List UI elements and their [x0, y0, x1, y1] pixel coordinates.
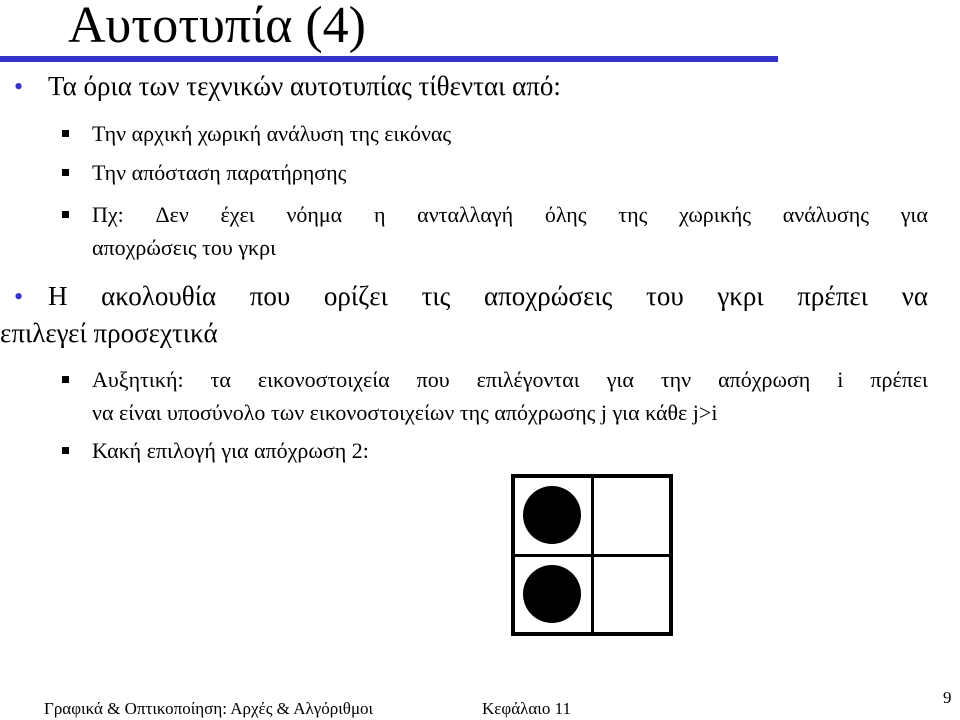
slide-title: Αυτοτυπία (4) — [68, 0, 366, 54]
word: να — [901, 281, 928, 311]
word: Αυξητική: — [92, 367, 184, 392]
grid-horizontal-line — [515, 554, 669, 557]
black-dot-bottom-left — [523, 565, 581, 623]
bullet-limits — [14, 68, 928, 105]
sub-bullet-text: Την απόσταση παρατήρησης — [92, 160, 347, 185]
sub-bullet-text: Κακή επιλογή για απόχρωση 2: — [92, 438, 369, 463]
word: τις — [421, 281, 451, 311]
square-bullet-icon — [62, 130, 69, 137]
sub-bullet-text-line1 — [92, 363, 928, 396]
bullet-sequence — [0, 278, 928, 352]
square-bullet-icon — [62, 169, 69, 176]
word: ακολουθία — [101, 281, 217, 311]
sub-bullet-resolution — [92, 117, 928, 150]
sub-bullet-example — [92, 198, 928, 264]
word: της — [618, 202, 648, 227]
word: νόημα — [286, 202, 343, 227]
footer-chapter: Κεφάλαιο 11 — [482, 699, 571, 718]
black-dot-top-left — [523, 486, 581, 544]
word: χωρικής — [679, 202, 751, 227]
word: έχει — [220, 202, 255, 227]
square-bullet-icon — [62, 211, 69, 218]
square-bullet-icon — [62, 376, 69, 383]
halftone-pattern-2x2 — [511, 474, 673, 636]
square-bullet-icon — [62, 447, 69, 454]
word: όλης — [544, 202, 587, 227]
sub-bullet-text: Την αρχική χωρική ανάλυση της εικόνας — [92, 121, 452, 146]
word: ανάλυσης — [782, 202, 869, 227]
word: πρέπει — [797, 281, 868, 311]
word: Η — [48, 281, 68, 311]
word: του — [646, 281, 684, 311]
sub-bullet-distance — [92, 156, 928, 189]
title-underline — [0, 56, 778, 62]
word: για — [606, 367, 634, 392]
sub-bullet-text-line2: αποχρώσεις του γκρι — [92, 235, 277, 260]
bullet-text-line1 — [48, 278, 928, 315]
page-number: 9 — [943, 688, 952, 707]
word: εικονοστοιχεία — [257, 367, 390, 392]
word: i — [837, 367, 844, 392]
word: για — [900, 202, 928, 227]
word: τα — [210, 367, 231, 392]
word: πρέπει — [870, 367, 928, 392]
word: Δεν — [155, 202, 189, 227]
word: ορίζει — [323, 281, 388, 311]
footer-book-title: Γραφικά & Οπτικοποίηση: Αρχές & Αλγόριθμοι — [44, 699, 374, 718]
word: την — [660, 367, 692, 392]
word: απόχρωση — [718, 367, 811, 392]
round-bullet-icon: • — [14, 282, 24, 311]
bullet-text: Τα όρια των τεχνικών αυτοτυπίας τίθενται από: — [48, 71, 561, 101]
bullet-text-line2: επιλεγεί προσεχτικά — [0, 318, 218, 348]
sub-bullet-text-line1 — [92, 198, 928, 231]
word: γκρι — [717, 281, 764, 311]
sub-bullet-text-line2: να είναι υποσύνολο των εικονοστοιχείων της απόχρωσης j για κάθε j>i — [92, 400, 718, 425]
word: επιλέγονται — [476, 367, 580, 392]
word: που — [249, 281, 291, 311]
sub-bullet-bad-choice — [92, 434, 928, 467]
word: ανταλλαγή — [417, 202, 514, 227]
word: η — [373, 202, 386, 227]
word: Πχ: — [92, 202, 124, 227]
sub-bullet-incremental — [92, 363, 928, 429]
word: αποχρώσεις — [484, 281, 613, 311]
word: που — [416, 367, 450, 392]
round-bullet-icon: • — [14, 72, 24, 101]
